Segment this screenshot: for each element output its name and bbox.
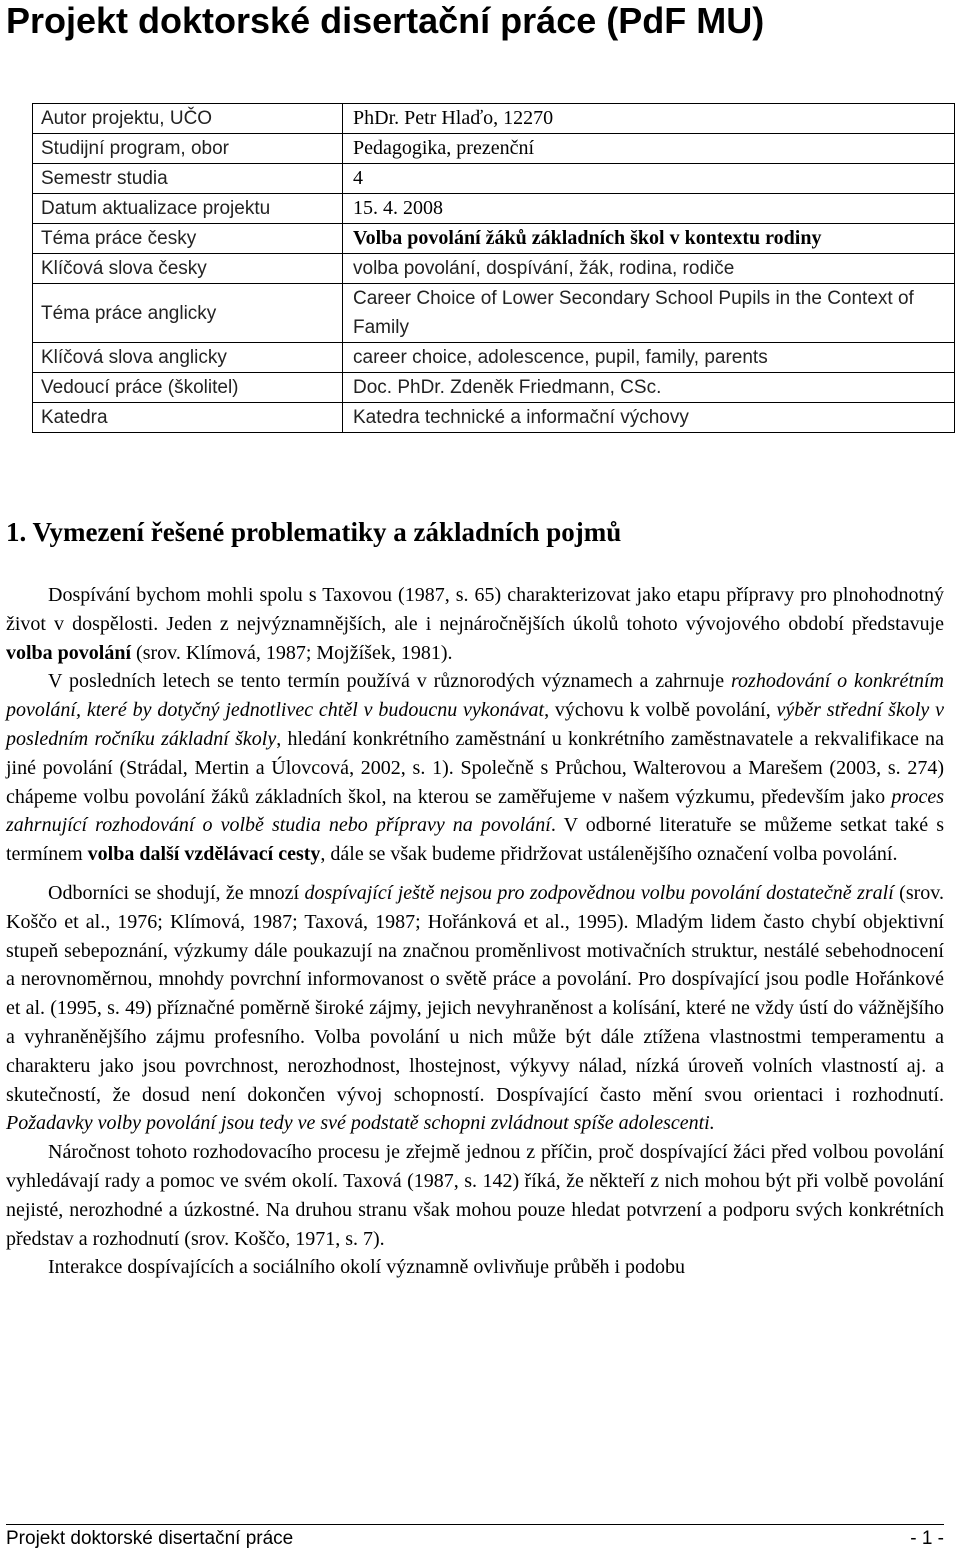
- row-label-topic-en: Téma práce anglicky: [33, 284, 343, 343]
- project-info-table: [32, 103, 955, 433]
- row-label-keywords-cz: Klíčová slova česky: [33, 254, 343, 284]
- row-label-semester: Semestr studia: [33, 164, 343, 194]
- paragraph-5: Interakce dospívajících a sociálního okolí významně ovlivňuje průběh i podobu: [48, 1256, 686, 1279]
- footer-title: Projekt doktorské disertační práce: [6, 1528, 294, 1549]
- table-row: [33, 164, 955, 194]
- table-row: [33, 403, 955, 433]
- body-text: [6, 581, 944, 1282]
- row-value-keywords-en: career choice, adolescence, pupil, family, parents: [343, 343, 955, 373]
- row-label-date: Datum aktualizace projektu: [33, 194, 343, 224]
- section-heading: 1. Vymezení řešené problematiky a základních pojmů: [6, 517, 622, 547]
- row-label-topic-cz: Téma práce česky: [33, 224, 343, 254]
- row-label-keywords-en: Klíčová slova anglicky: [33, 343, 343, 373]
- footer-divider: [6, 1524, 944, 1525]
- paragraph-1: Dospívání bychom mohli spolu s Taxovou (1987, s. 65) charakterizovat jako etapu přípravy pro plnohodnotný život v dospělosti. Jeden z nejvýznamnějších, ale i nejnáročnějších úkolů tohoto vývojového období představuje volba povolání (srov. Klímová, 1987; Mojžíšek, 1981).: [6, 584, 944, 664]
- paragraph-2: V posledních letech se tento termín používá v různorodých významech a zahrnuje rozhodování o konkrétním povolání, které by dotyčný jednotlivec chtěl v budoucnu vykonávat, výchovu k volbě povolání, výběr střední školy v posledním ročníku základní školy, hledání konkrétního zaměstnání u konkrétního zaměstnavatele a rekvalifikace na jiné povolání (Strádal, Mertin a Úlovcová, 2002, s. 1). Společně s Průchou, Walterovou a Marešem (2003, s. 274) chápeme volbu povolání žáků základních škol, na kterou se zaměřujeme v našem výzkumu, především jako proces zahrnující rozhodování o volbě studia nebo přípravy na povolání. V odborné literatuře se můžeme setkat také s termínem volba další vzdělávací cesty, dále se však budeme přidržovat ustálenějšího označení volba povolání.: [6, 670, 945, 866]
- row-value-author: PhDr. Petr Hlaďo, 12270: [343, 104, 955, 134]
- row-value-semester: 4: [343, 164, 955, 194]
- row-label-department: Katedra: [33, 403, 343, 433]
- row-value-keywords-cz: volba povolání, dospívání, žák, rodina, rodiče: [343, 254, 955, 284]
- page-number: - 1 -: [910, 1528, 944, 1549]
- row-label-author: Autor projektu, UČO: [33, 104, 343, 134]
- page-footer: [6, 1528, 944, 1550]
- table-row: [33, 343, 955, 373]
- row-value-topic-cz: Volba povolání žáků základních škol v kontextu rodiny: [343, 224, 955, 254]
- table-row: [33, 224, 955, 254]
- paragraph-4: Náročnost tohoto rozhodovacího procesu je zřejmě jednou z příčin, proč dospívající žáci před volbou povolání vyhledávají rady a pomoc ve svém okolí. Taxová (1987, s. 142) říká, že někteří z nich mohou být při volbě povolání nejisté, nerozhodné a úzkostné. Na druhou stranu však mohou pouze hledat potvrzení a podporu svých konkrétních představ a rozhodnutí (srov. Koščo, 1971, s. 7).: [6, 1141, 944, 1250]
- table-row: [33, 254, 955, 284]
- table-row: [33, 104, 955, 134]
- table-row: [33, 284, 955, 343]
- row-value-program: Pedagogika, prezenční: [343, 134, 955, 164]
- row-value-date: 15. 4. 2008: [343, 194, 955, 224]
- paragraph-3: Odborníci se shodují, že mnozí dospívající ještě nejsou pro zodpovědnou volbu povolání dostatečně zralí (srov. Koščo et al., 1976; Klímová, 1987; Taxová, 1987; Hořánková et al., 1995). Mladým lidem často chybí objektivní stupeň sebepoznání, výzkumy dále poukazují na značnou proměnlivost motivačních struktur, nestálé sebehodnocení a nerovnoměrnou, mnohdy povrchní informovanost o světě práce a povolání. Pro dospívající jsou podle Hořánkové et al. (1995, s. 49) příznačné poměrně široké zájmy, jejich nevyhraněnost a kolísání, které ne vždy ústí do vážnějšího a vyhraněnějšího zájmu profesního. Volba povolání u nich může být dále ztížena vlastnostmi temperamentu a charakteru jako jsou povrchnost, nerozhodnost, lhostejnost, výkyvy nálad, nízká úroveň volních vlastností aj. a skutečností, že dosud není dokončen vývoj schopností. Dospívající často mění svou orientaci i rozhodnutí. Požadavky volby povolání jsou tedy ve své podstatě schopni zvládnout spíše adolescenti.: [6, 881, 944, 1135]
- document-title: Projekt doktorské disertační práce (PdF MU): [6, 0, 765, 41]
- row-label-supervisor: Vedoucí práce (školitel): [33, 373, 343, 403]
- row-label-program: Studijní program, obor: [33, 134, 343, 164]
- table-row: [33, 134, 955, 164]
- row-value-topic-en: Career Choice of Lower Secondary School Pupils in the Context of Family: [343, 284, 955, 343]
- row-value-department: Katedra technické a informační výchovy: [343, 403, 955, 433]
- table-row: [33, 194, 955, 224]
- row-value-supervisor: Doc. PhDr. Zdeněk Friedmann, CSc.: [343, 373, 955, 403]
- table-row: [33, 373, 955, 403]
